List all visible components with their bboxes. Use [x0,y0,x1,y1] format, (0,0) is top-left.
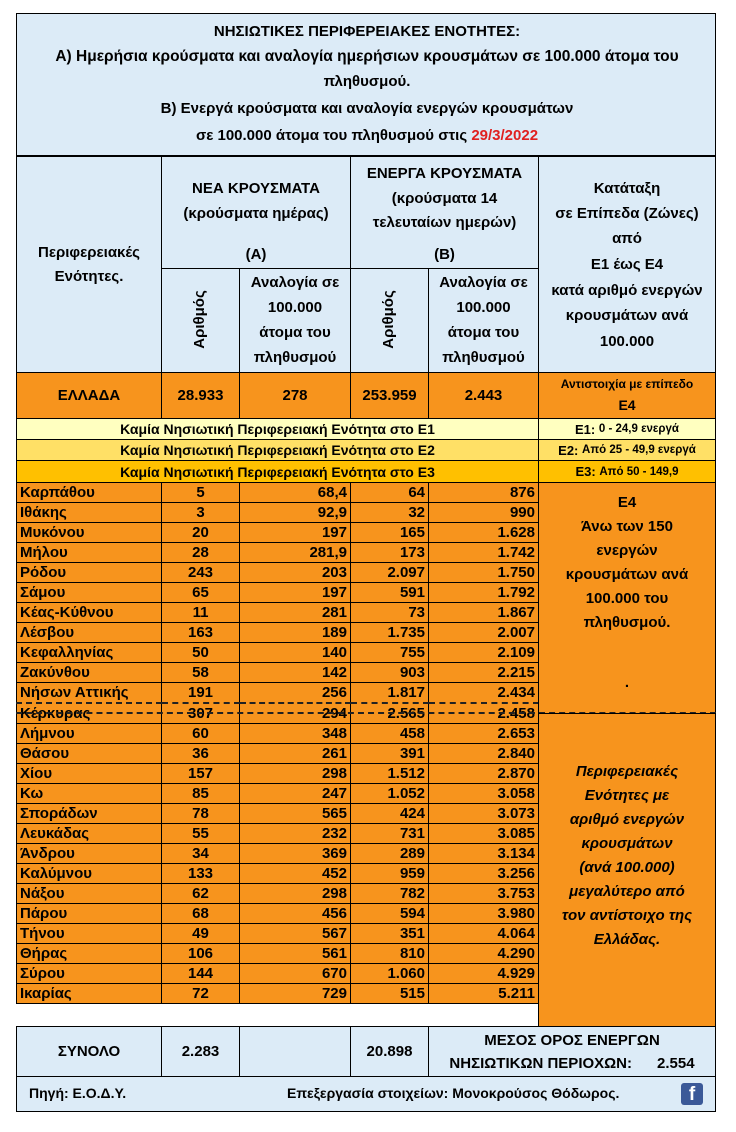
region-name: Ιθάκης [17,503,162,523]
header-ratio-b-4: πληθυσμού [442,349,525,366]
e4-box [538,482,716,714]
new-cases-ratio: 294 [240,703,351,724]
active-cases: 2.097 [351,563,429,583]
level-e1-range [538,418,716,440]
new-cases: 36 [162,744,240,764]
region-name: Κεφαλληνίας [17,643,162,663]
title-line-3: πληθυσμού. [323,73,411,90]
region-name: Ρόδου [17,563,162,583]
level-e1-range-text: 0 - 24,9 ενεργά [598,423,679,435]
active-cases: 731 [351,824,429,844]
table-row [17,603,539,623]
region-name: Θάσου [17,744,162,764]
level-e1-text: Καμία Νησιωτική Περιφερειακή Ενότητα στο Ε1 [16,418,539,440]
new-cases-ratio: 369 [240,844,351,864]
above-greece-box [538,713,716,1027]
header-ratio-a-3: άτομα του [259,324,331,341]
level-e2-label: Ε2: [558,442,579,458]
header-new-cases [161,156,351,269]
region-name: Καλύμνου [17,864,162,884]
e4-box-3: ενεργών [596,542,658,559]
new-cases: 28 [162,543,240,563]
title-line-4: Β) Ενεργά κρούσματα και αναλογία ενεργών κρουσμάτων [160,100,574,117]
region-name: Σποράδων [17,804,162,824]
active-cases: 32 [351,503,429,523]
active-cases-ratio: 876 [429,483,539,503]
active-cases: 1.512 [351,764,429,784]
active-cases: 782 [351,884,429,904]
above-box-5: (ανά 100.000) [579,859,675,876]
total-average-line-1: ΜΕΣΟΣ ΟΡΟΣ ΕΝΕΡΓΩΝ [484,1032,660,1049]
region-name: Σύρου [17,964,162,984]
header-zones-1: Κατάταξη [593,180,661,197]
header-ratio-a-4: πληθυσμού [253,349,337,366]
header-active-line-4: (Β) [434,246,455,263]
new-cases-ratio: 561 [240,944,351,964]
active-cases-ratio: 1.750 [429,563,539,583]
active-cases: 1.817 [351,683,429,704]
level-e2-text: Καμία Νησιωτική Περιφερειακή Ενότητα στο Ε2 [16,439,539,461]
new-cases: 34 [162,844,240,864]
table-row [17,483,539,503]
title-box [16,13,716,156]
table-row [17,643,539,663]
new-cases-ratio: 142 [240,663,351,683]
active-cases: 755 [351,643,429,663]
active-cases-ratio: 1.628 [429,523,539,543]
header-active-line-3: τελευταίων ημερών) [372,214,517,231]
header-zones-7: 100.000 [599,333,655,350]
active-cases-ratio: 2.215 [429,663,539,683]
title-line-2: Α) Ημερήσια κρούσματα και αναλογία ημερήσιων κρουσμάτων σε 100.000 άτομα του [55,48,679,65]
active-cases: 1.735 [351,623,429,643]
active-cases-ratio: 3.753 [429,884,539,904]
level-e3-text: Καμία Νησιωτική Περιφερειακή Ενότητα στο Ε3 [16,460,539,483]
header-active-line-1: ΕΝΕΡΓΑ ΚΡΟΥΣΜΑΤΑ [366,165,523,182]
new-cases-ratio: 68,4 [240,483,351,503]
region-name: Σάμου [17,583,162,603]
region-name: Νάξου [17,884,162,904]
total-average-value: 2.554 [657,1055,695,1072]
new-cases-ratio: 452 [240,864,351,884]
active-cases: 289 [351,844,429,864]
region-name: Τήνου [17,924,162,944]
new-cases-ratio: 140 [240,643,351,663]
above-box-1: Περιφερειακές [575,763,679,780]
table-row [17,904,539,924]
header-region [16,156,162,373]
table-row [17,764,539,784]
new-cases: 5 [162,483,240,503]
header-ratio-b-1: Αναλογία σε [439,274,528,291]
title-line-5 [17,124,716,148]
table-row [17,523,539,543]
active-cases: 458 [351,724,429,744]
region-name: Μυκόνου [17,523,162,543]
header-region-line-1: Περιφερειακές [38,243,140,261]
e4-box-5: 100.000 του [585,590,669,607]
table-row [17,784,539,804]
region-name: Καρπάθου [17,483,162,503]
region-name: Λευκάδας [17,824,162,844]
header-zones-3: από [612,230,642,247]
table-row [17,503,539,523]
greece-new-ratio: 278 [239,372,351,419]
new-cases: 191 [162,683,240,704]
table-row [17,844,539,864]
greece-name: ΕΛΛΑΔΑ [16,372,162,419]
region-name: Μήλου [17,543,162,563]
active-cases-ratio: 990 [429,503,539,523]
table-row [17,724,539,744]
active-cases: 515 [351,984,429,1004]
active-cases-ratio: 3.085 [429,824,539,844]
active-cases: 424 [351,804,429,824]
header-zones-4: Ε1 έως Ε4 [590,256,664,273]
table-row [17,944,539,964]
e4-box-2: Άνω των 150 [581,518,673,535]
active-cases-ratio: 2.870 [429,764,539,784]
total-label: ΣΥΝΟΛΟ [16,1026,162,1077]
table-row [17,884,539,904]
new-cases-ratio: 203 [240,563,351,583]
active-cases-ratio: 3.073 [429,804,539,824]
header-new-cases-line-1: ΝΕΑ ΚΡΟΥΣΜΑΤΑ [192,180,320,197]
region-name: Κέας-Κύθνου [17,603,162,623]
level-e3-range-text: Από 50 - 149,9 [599,465,679,478]
above-box-7: τον αντίστοιχο της [561,907,693,924]
e4-box-6: πληθυσμού. [583,614,671,631]
header-ratio-a [239,268,351,373]
active-cases-ratio: 2.840 [429,744,539,764]
new-cases-ratio: 197 [240,523,351,543]
active-cases: 903 [351,663,429,683]
new-cases: 65 [162,583,240,603]
region-name: Ζακύνθου [17,663,162,683]
facebook-icon[interactable]: f [681,1083,703,1105]
region-name: Κέρκυρας [17,703,162,724]
new-cases: 85 [162,784,240,804]
header-active-cases [350,156,539,269]
active-cases-ratio: 1.792 [429,583,539,603]
active-cases: 594 [351,904,429,924]
level-e3-range [538,460,716,483]
new-cases-ratio: 298 [240,884,351,904]
total-average-box [428,1026,716,1077]
table-row [17,864,539,884]
header-active-line-2: (κρούσματα 14 [391,190,498,207]
new-cases-ratio: 197 [240,583,351,603]
new-cases-ratio: 189 [240,623,351,643]
level-e2-range [538,439,716,461]
active-cases-ratio: 1.867 [429,603,539,623]
active-cases-ratio: 3.134 [429,844,539,864]
active-cases-ratio: 4.929 [429,964,539,984]
new-cases: 62 [162,884,240,904]
new-cases-ratio: 670 [240,964,351,984]
table-row [17,663,539,683]
active-cases-ratio: 2.653 [429,724,539,744]
greece-new: 28.933 [161,372,240,419]
new-cases: 106 [162,944,240,964]
new-cases: 49 [162,924,240,944]
region-name: Ικαρίας [17,984,162,1004]
new-cases-ratio: 247 [240,784,351,804]
table-row [17,924,539,944]
greece-level [538,372,716,419]
new-cases: 50 [162,643,240,663]
active-cases: 64 [351,483,429,503]
active-cases-ratio: 4.290 [429,944,539,964]
total-new: 2.283 [161,1026,240,1077]
new-cases: 78 [162,804,240,824]
table-row [17,804,539,824]
new-cases: 11 [162,603,240,623]
active-cases-ratio: 2.109 [429,643,539,663]
header-region-line-2: Ενότητες. [54,267,124,285]
region-name: Λήμνου [17,724,162,744]
e4-box-dot: . [624,674,630,691]
new-cases: 163 [162,623,240,643]
new-cases: 144 [162,964,240,984]
level-e3-label: Ε3: [575,464,596,479]
above-box-4: κρουσμάτων [581,835,673,852]
header-new-cases-line-3: (Α) [245,246,267,263]
total-average-line-2 [429,1052,715,1076]
active-cases: 959 [351,864,429,884]
region-name: Πάρου [17,904,162,924]
header-ratio-b [428,268,539,373]
total-new-ratio-empty [239,1026,351,1077]
active-cases-ratio: 1.742 [429,543,539,563]
new-cases: 68 [162,904,240,924]
table-row [17,543,539,563]
active-cases: 1.052 [351,784,429,804]
active-cases-ratio: 5.211 [429,984,539,1004]
header-number-a [161,268,240,373]
region-name: Θήρας [17,944,162,964]
active-cases: 810 [351,944,429,964]
new-cases: 133 [162,864,240,884]
new-cases: 243 [162,563,240,583]
title-line-1: ΝΗΣΙΩΤΙΚΕΣ ΠΕΡΙΦΕΡΕΙΑΚΕΣ ΕΝΟΤΗΤΕΣ: [213,23,521,40]
region-name: Νήσων Αττικής [17,683,162,704]
active-cases: 2.565 [351,703,429,724]
new-cases-ratio: 281,9 [240,543,351,563]
header-number-b-label: Αριθμός [379,290,397,349]
new-cases-ratio: 567 [240,924,351,944]
header-zones-6: κρουσμάτων ανά [565,307,689,324]
greece-level-2: Ε4 [618,397,636,413]
new-cases-ratio: 281 [240,603,351,623]
new-cases: 58 [162,663,240,683]
total-active: 20.898 [350,1026,429,1077]
new-cases: 157 [162,764,240,784]
greece-level-1: Αντιστοιχία με επίπεδο [560,377,694,391]
region-name: Κω [17,784,162,804]
new-cases: 72 [162,984,240,1004]
new-cases-ratio: 298 [240,764,351,784]
greece-active-ratio: 2.443 [428,372,539,419]
new-cases-ratio: 565 [240,804,351,824]
active-cases-ratio: 3.980 [429,904,539,924]
active-cases: 173 [351,543,429,563]
new-cases-ratio: 456 [240,904,351,924]
active-cases-ratio: 2.007 [429,623,539,643]
active-cases-ratio: 3.058 [429,784,539,804]
above-box-2: Ενότητες με [584,787,670,804]
new-cases-ratio: 256 [240,683,351,704]
new-cases: 307 [162,703,240,724]
active-cases: 73 [351,603,429,623]
region-name: Λέσβου [17,623,162,643]
new-cases-ratio: 232 [240,824,351,844]
covid-table-sheet [16,13,716,1112]
table-row [17,984,539,1004]
header-ratio-a-2: 100.000 [267,299,323,316]
active-cases: 1.060 [351,964,429,984]
active-cases: 391 [351,744,429,764]
table-row [17,824,539,844]
footer [16,1076,716,1112]
active-cases: 165 [351,523,429,543]
active-cases-ratio: 3.256 [429,864,539,884]
table-row [17,623,539,643]
regions-table [16,482,539,1004]
new-cases: 55 [162,824,240,844]
new-cases-ratio: 92,9 [240,503,351,523]
table-row [17,563,539,583]
table-row [17,964,539,984]
above-box-8: Ελλάδας. [593,931,661,948]
footer-credit: Επεξεργασία στοιχείων: Μονοκρούσος Θόδωρος. [287,1085,620,1101]
active-cases-ratio: 4.064 [429,924,539,944]
header-zones [538,156,716,373]
new-cases: 3 [162,503,240,523]
title-date: 29/3/2022 [471,127,539,144]
new-cases: 60 [162,724,240,744]
new-cases: 20 [162,523,240,543]
header-number-b [350,268,429,373]
header-zones-2: σε Επίπεδα (Ζώνες) [555,205,699,222]
header-ratio-b-3: άτομα του [447,324,520,341]
header-number-a-label: Αριθμός [190,290,208,349]
level-e1-label: Ε1: [575,421,596,437]
total-average-label: ΝΗΣΙΩΤΙΚΩΝ ΠΕΡΙΟΧΩΝ: [449,1055,633,1072]
table-row [17,744,539,764]
level-e2-range-text: Από 25 - 49,9 ενεργά [582,444,696,456]
active-cases: 591 [351,583,429,603]
active-cases-ratio: 2.458 [429,703,539,724]
header-zones-5: κατά αριθμό ενεργών [551,282,703,299]
new-cases-ratio: 348 [240,724,351,744]
e4-box-4: κρουσμάτων ανά [565,566,689,583]
title-line-5-prefix: σε 100.000 άτομα του πληθυσμού στις [195,127,468,144]
region-name: Άνδρου [17,844,162,864]
active-cases: 351 [351,924,429,944]
table-row [17,683,539,704]
table-row [17,583,539,603]
header-ratio-b-2: 100.000 [456,299,511,316]
above-box-6: μεγαλύτερο από [569,883,685,900]
active-cases-ratio: 2.434 [429,683,539,704]
new-cases-ratio: 261 [240,744,351,764]
footer-source: Πηγή: Ε.Ο.Δ.Υ. [29,1085,127,1101]
above-box-3: αριθμό ενεργών [569,811,685,828]
header-ratio-a-1: Αναλογία σε [250,274,340,291]
e4-box-1: Ε4 [617,494,637,511]
new-cases-ratio: 729 [240,984,351,1004]
region-name: Χίου [17,764,162,784]
greece-active: 253.959 [350,372,429,419]
header-new-cases-line-2: (κρούσματα ημέρας) [183,205,329,222]
